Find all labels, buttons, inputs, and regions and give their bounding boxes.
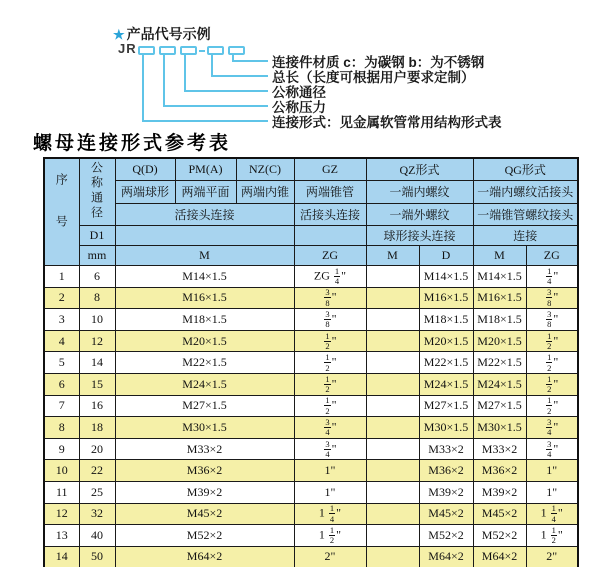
header-qg-sub2: 一端锥管螺纹接头: [473, 203, 578, 226]
cell-qz-d: M33×2: [419, 438, 473, 460]
header-qg: QG形式: [473, 158, 578, 181]
cell-qg-zg: 2": [526, 546, 578, 567]
cell-m: M22×1.5: [115, 352, 294, 374]
cell-mm: 25: [79, 481, 115, 503]
cell-qg-zg: $\frac{3}{8}$ ": [526, 287, 578, 309]
cell-qg-zg: 1": [526, 460, 578, 482]
cell-qz-d: M30×1.5: [419, 417, 473, 439]
table-row: [44, 330, 578, 352]
cell-mm: 10: [79, 309, 115, 331]
table-row: [44, 460, 578, 482]
cell-qg-zg: $\frac{3}{4}$ ": [526, 438, 578, 460]
cell-mm: 6: [79, 266, 115, 288]
header-qz: QZ形式: [366, 158, 473, 181]
cell-m: M36×2: [115, 460, 294, 482]
header-zg: ZG: [294, 246, 366, 266]
cell-m: M64×2: [115, 546, 294, 567]
header-qz-sub1: 一端内螺纹: [366, 181, 473, 204]
cell-qz-d: M16×1.5: [419, 287, 473, 309]
cell-qz-d: M14×1.5: [419, 266, 473, 288]
cell-qz-m: [366, 330, 419, 352]
table-row: [44, 373, 578, 395]
cell-qg-m: M30×1.5: [473, 417, 526, 439]
code-box-1: [138, 46, 155, 55]
table-row: [44, 481, 578, 503]
table-row: [44, 525, 578, 547]
table-row: [44, 287, 578, 309]
cell-m: M45×2: [115, 503, 294, 525]
header-nz: NZ(C): [236, 158, 294, 181]
header-qg-zg: ZG: [526, 246, 578, 266]
cell-mm: 14: [79, 352, 115, 374]
cell-gz: $\frac{3}{8}$ ": [294, 309, 366, 331]
cell-qz-m: [366, 417, 419, 439]
cell-m: M20×1.5: [115, 330, 294, 352]
table-row: [44, 417, 578, 439]
header-pm-sub: 两端平面: [175, 181, 236, 204]
cell-seq: 10: [44, 460, 79, 482]
cell-mm: 32: [79, 503, 115, 525]
table-row: [44, 503, 578, 525]
header-union-joint: 活接头连接: [115, 203, 294, 226]
header-gz-joint: 活接头连接: [294, 203, 366, 226]
cell-qz-d: M36×2: [419, 460, 473, 482]
cell-qg-m: M36×2: [473, 460, 526, 482]
cell-qz-m: [366, 503, 419, 525]
header-m: M: [115, 246, 294, 266]
cell-qg-m: M24×1.5: [473, 373, 526, 395]
header-qz-m: M: [366, 246, 419, 266]
cell-mm: 20: [79, 438, 115, 460]
header-d1: D1: [79, 226, 115, 246]
cell-qz-m: [366, 373, 419, 395]
cell-qz-d: M45×2: [419, 503, 473, 525]
code-box-2: [159, 46, 176, 55]
cell-qz-d: M18×1.5: [419, 309, 473, 331]
cell-qg-m: M39×2: [473, 481, 526, 503]
cell-gz: $\frac{1}{2}$ ": [294, 352, 366, 374]
cell-gz: 1 $\frac{1}{4}$ ": [294, 503, 366, 525]
table-row: [44, 395, 578, 417]
cell-qz-m: [366, 525, 419, 547]
header-nz-sub: 两端内锥: [236, 181, 294, 204]
cell-gz: $\frac{3}{4}$ ": [294, 438, 366, 460]
header-gz-sub: 两端锥管: [294, 181, 366, 204]
header-gz: GZ: [294, 158, 366, 181]
cell-qg-zg: $\frac{1}{2}$ ": [526, 373, 578, 395]
cell-gz: ZG $\frac{1}{4}$ ": [294, 266, 366, 288]
cell-mm: 50: [79, 546, 115, 567]
cell-m: M27×1.5: [115, 395, 294, 417]
code-box-5: [228, 46, 245, 55]
cell-qz-m: [366, 352, 419, 374]
cell-qg-zg: $\frac{1}{4}$ ": [526, 266, 578, 288]
cell-seq: 13: [44, 525, 79, 547]
cell-mm: 40: [79, 525, 115, 547]
table-row: [44, 546, 578, 567]
cell-mm: 22: [79, 460, 115, 482]
nut-connection-table: [43, 157, 579, 567]
cell-mm: 12: [79, 330, 115, 352]
cell-m: M30×1.5: [115, 417, 294, 439]
cell-m: M52×2: [115, 525, 294, 547]
code-box-4: [207, 46, 224, 55]
cell-seq: 6: [44, 373, 79, 395]
header-q-sub: 两端球形: [115, 181, 175, 204]
cell-m: M39×2: [115, 481, 294, 503]
cell-qz-d: M22×1.5: [419, 352, 473, 374]
diagram-label-diameter: 公称通径: [272, 85, 326, 100]
table-row: [44, 309, 578, 331]
star-icon: ★: [113, 27, 125, 42]
cell-seq: 11: [44, 481, 79, 503]
cell-qg-m: M52×2: [473, 525, 526, 547]
table-row: [44, 438, 578, 460]
cell-gz: $\frac{1}{2}$ ": [294, 373, 366, 395]
cell-mm: 8: [79, 287, 115, 309]
header-qz-conn: 球形接头连接: [366, 226, 473, 246]
cell-seq: 14: [44, 546, 79, 567]
table-row: [44, 352, 578, 374]
diagram-label-material: 连接件材质 c：为碳钢 b：为不锈钢: [272, 55, 485, 70]
code-box-3: [180, 46, 197, 55]
cell-gz: $\frac{3}{8}$ ": [294, 287, 366, 309]
cell-seq: 8: [44, 417, 79, 439]
diagram-label-pressure: 公称压力: [272, 100, 326, 115]
diagram-label-length: 总长（长度可根据用户要求定制）: [272, 70, 475, 85]
cell-qz-d: M64×2: [419, 546, 473, 567]
cell-seq: 3: [44, 309, 79, 331]
header-qz-sub2: 一端外螺纹: [366, 203, 473, 226]
cell-m: M18×1.5: [115, 309, 294, 331]
header-qg-conn: 连接: [473, 226, 578, 246]
diagram-title-text: 产品代号示例: [126, 26, 211, 42]
table-header: [44, 158, 578, 266]
cell-qg-zg: $\frac{3}{4}$ ": [526, 417, 578, 439]
cell-qg-m: M27×1.5: [473, 395, 526, 417]
cell-gz: $\frac{1}{2}$ ": [294, 330, 366, 352]
cell-qg-zg: $\frac{1}{2}$ ": [526, 395, 578, 417]
cell-m: M24×1.5: [115, 373, 294, 395]
cell-qz-m: [366, 438, 419, 460]
cell-qz-d: M20×1.5: [419, 330, 473, 352]
cell-m: M14×1.5: [115, 266, 294, 288]
cell-qg-m: M45×2: [473, 503, 526, 525]
cell-qz-d: M39×2: [419, 481, 473, 503]
table-body: [44, 266, 578, 567]
cell-seq: 12: [44, 503, 79, 525]
cell-qg-m: M16×1.5: [473, 287, 526, 309]
connector-line-form: [142, 55, 268, 122]
header-qz-d: D: [419, 246, 473, 266]
cell-qg-zg: 1 $\frac{1}{2}$ ": [526, 525, 578, 547]
cell-qg-m: M22×1.5: [473, 352, 526, 374]
cell-qg-zg: $\frac{3}{8}$ ": [526, 309, 578, 331]
cell-gz: 2": [294, 546, 366, 567]
cell-qz-m: [366, 395, 419, 417]
cell-gz: 1": [294, 460, 366, 482]
header-mm: mm: [79, 246, 115, 266]
cell-qg-zg: $\frac{1}{2}$ ": [526, 352, 578, 374]
cell-gz: $\frac{1}{2}$ ": [294, 395, 366, 417]
cell-m: M33×2: [115, 438, 294, 460]
cell-qz-m: [366, 481, 419, 503]
cell-qz-m: [366, 266, 419, 288]
cell-qg-m: M20×1.5: [473, 330, 526, 352]
header-q: Q(D): [115, 158, 175, 181]
header-qg-sub1: 一端内螺纹活接头: [473, 181, 578, 204]
cell-seq: 1: [44, 266, 79, 288]
cell-qg-m: M14×1.5: [473, 266, 526, 288]
cell-qz-m: [366, 309, 419, 331]
cell-qg-m: M64×2: [473, 546, 526, 567]
header-seq: 序号: [44, 158, 79, 266]
header-dn: 公称通径: [79, 158, 115, 226]
header-qg-m: M: [473, 246, 526, 266]
cell-seq: 7: [44, 395, 79, 417]
table-title: 螺母连接形式参考表: [33, 133, 232, 154]
table-row: [44, 266, 578, 288]
diagram-label-form: 连接形式：见金属软管常用结构形式表: [272, 115, 502, 130]
cell-seq: 2: [44, 287, 79, 309]
header-blank-qpmnz: [115, 226, 294, 246]
cell-gz: 1": [294, 481, 366, 503]
cell-qg-m: M18×1.5: [473, 309, 526, 331]
cell-qg-m: M33×2: [473, 438, 526, 460]
cell-m: M16×1.5: [115, 287, 294, 309]
cell-qg-zg: $\frac{1}{2}$ ": [526, 330, 578, 352]
cell-gz: 1 $\frac{1}{2}$ ": [294, 525, 366, 547]
code-dash: [199, 50, 205, 52]
cell-gz: $\frac{3}{4}$ ": [294, 417, 366, 439]
cell-qz-d: M27×1.5: [419, 395, 473, 417]
cell-qz-m: [366, 460, 419, 482]
cell-mm: 15: [79, 373, 115, 395]
cell-mm: 16: [79, 395, 115, 417]
code-prefix: JR: [118, 41, 137, 56]
cell-qz-m: [366, 287, 419, 309]
cell-qz-d: M24×1.5: [419, 373, 473, 395]
cell-qg-zg: 1 $\frac{1}{4}$ ": [526, 503, 578, 525]
cell-seq: 9: [44, 438, 79, 460]
cell-qg-zg: 1": [526, 481, 578, 503]
cell-qz-m: [366, 546, 419, 567]
cell-mm: 18: [79, 417, 115, 439]
cell-seq: 4: [44, 330, 79, 352]
cell-qz-d: M52×2: [419, 525, 473, 547]
header-blank-gz: [294, 226, 366, 246]
header-pm: PM(A): [175, 158, 236, 181]
cell-seq: 5: [44, 352, 79, 374]
